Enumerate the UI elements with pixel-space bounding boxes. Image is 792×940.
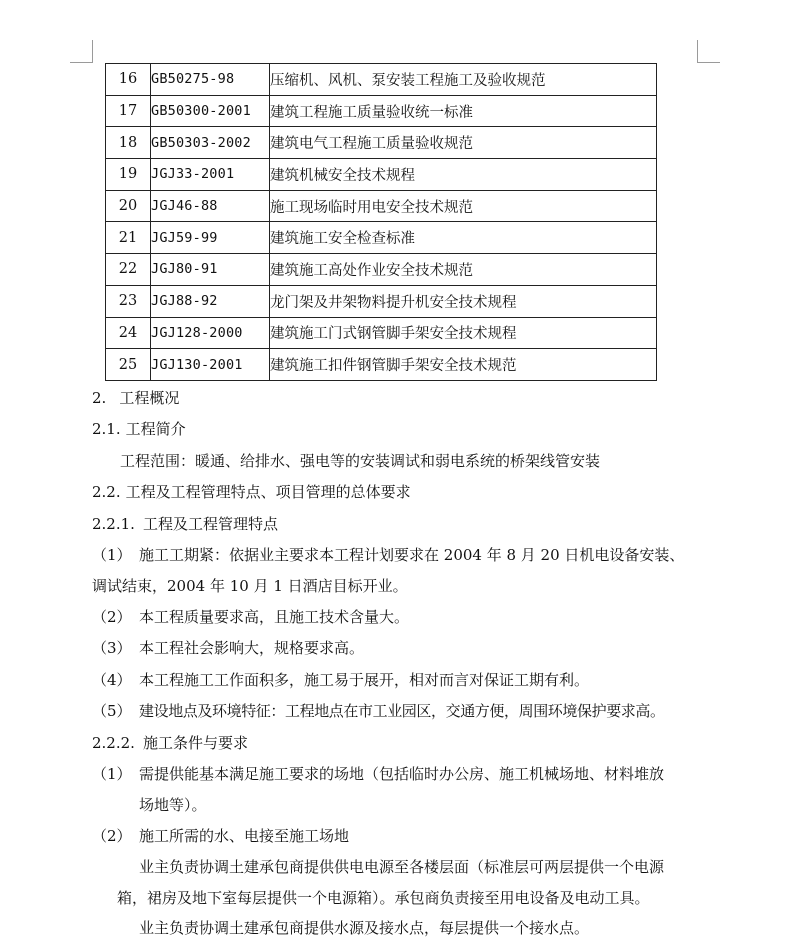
standard-name: 压缩机、风机、泵安装工程施工及验收规范	[270, 64, 657, 96]
section-title: 工程简介	[125, 420, 186, 438]
section-number: 2.2.1.	[92, 515, 135, 533]
section-number: 2.1.	[92, 420, 121, 438]
row-number: 21	[106, 222, 151, 254]
standard-name: 建筑施工门式钢管脚手架安全技术规程	[270, 317, 657, 349]
heading-section-2-2-2	[92, 733, 248, 753]
list-text: 本工程社会影响大，规格要求高。	[139, 639, 365, 657]
standard-name: 建筑施工高处作业安全技术规范	[270, 254, 657, 286]
row-number: 22	[106, 254, 151, 286]
row-number: 16	[106, 64, 151, 96]
power-paragraph-line-1: 业主负责协调土建承包商提供供电电源至各楼层面（标准层可两层提供一个电源	[139, 858, 665, 876]
row-number: 23	[106, 285, 151, 317]
table-row	[106, 95, 657, 127]
heading-section-2-2-1	[92, 514, 278, 534]
list-item-continuation: 场地等）。	[139, 796, 207, 814]
section-title: 施工条件与要求	[142, 734, 248, 752]
section-title: 工程及工程管理特点	[142, 515, 278, 533]
section-number: 2.	[92, 389, 107, 407]
list-number: （4）	[92, 671, 132, 689]
row-number: 25	[106, 349, 151, 381]
list-item-continuation: 调试结束，2004 年 10 月 1 日酒店目标开业。	[92, 577, 408, 595]
section-title: 工程概况	[119, 389, 180, 407]
standard-code: GB50300-2001	[151, 95, 270, 127]
list-text: 本工程质量要求高，且施工技术含量大。	[139, 608, 410, 626]
list-item	[92, 764, 712, 784]
list-number: （2）	[92, 608, 132, 626]
table-row	[106, 349, 657, 381]
list-text: 施工所需的水、电接至施工场地	[139, 827, 350, 845]
standard-name: 建筑机械安全技术规程	[270, 159, 657, 191]
standard-code: JGJ46-88	[151, 190, 270, 222]
crop-mark-left-vertical	[92, 40, 93, 63]
standard-code: JGJ59-99	[151, 222, 270, 254]
row-number: 17	[106, 95, 151, 127]
list-text: 本工程施工工作面积多，施工易于展开，相对而言对保证工期有利。	[139, 671, 590, 689]
table-row	[106, 254, 657, 286]
standard-name: 建筑施工扣件钢管脚手架安全技术规范	[270, 349, 657, 381]
list-number: （1）	[92, 765, 132, 783]
list-text: 需提供能基本满足施工要求的场地（包括临时办公房、施工机械场地、材料堆放	[139, 765, 665, 783]
table-row	[106, 127, 657, 159]
list-number: （2）	[92, 827, 132, 845]
standard-code: JGJ130-2001	[151, 349, 270, 381]
standard-code: GB50303-2002	[151, 127, 270, 159]
table-row	[106, 190, 657, 222]
heading-section-2	[92, 388, 179, 408]
heading-section-2-2	[92, 482, 411, 502]
standards-table	[105, 63, 657, 381]
standard-code: GB50275-98	[151, 64, 270, 96]
standard-code: JGJ33-2001	[151, 159, 270, 191]
section-number: 2.2.2.	[92, 734, 135, 752]
list-number: （1）	[92, 546, 132, 564]
row-number: 24	[106, 317, 151, 349]
scope-paragraph: 工程范围：暖通、给排水、强电等的安装调试和弱电系统的桥架线管安装	[120, 452, 601, 470]
list-number: （3）	[92, 639, 132, 657]
list-item	[92, 826, 712, 846]
crop-mark-left-horizontal	[70, 62, 93, 63]
list-item	[92, 638, 712, 658]
table-row	[106, 317, 657, 349]
section-title: 工程及工程管理特点、项目管理的总体要求	[125, 483, 411, 501]
list-text: 施工工期紧：依据业主要求本工程计划要求在 2004 年 8 月 20 日机电设备安装、	[139, 546, 685, 564]
water-paragraph-line-1: 业主负责协调土建承包商提供水源及接水点，每层提供一个接水点。	[139, 919, 590, 937]
standard-code: JGJ80-91	[151, 254, 270, 286]
standard-code: JGJ128-2000	[151, 317, 270, 349]
table-row	[106, 64, 657, 96]
row-number: 18	[106, 127, 151, 159]
power-paragraph-line-2: 箱，裙房及地下室每层提供一个电源箱）。承包商负责接至用电设备及电动工具。	[117, 889, 650, 907]
list-number: （5）	[92, 702, 132, 720]
crop-mark-right-horizontal	[697, 62, 720, 63]
list-item	[92, 670, 712, 690]
table-row	[106, 285, 657, 317]
section-number: 2.2.	[92, 483, 121, 501]
row-number: 19	[106, 159, 151, 191]
standard-name: 建筑工程施工质量验收统一标准	[270, 95, 657, 127]
list-item	[92, 545, 712, 565]
standard-name: 施工现场临时用电安全技术规范	[270, 190, 657, 222]
standard-name: 建筑电气工程施工质量验收规范	[270, 127, 657, 159]
list-item	[92, 701, 712, 721]
list-text: 建设地点及环境特征：工程地点在市工业园区，交通方便，周围环境保护要求高。	[139, 702, 665, 720]
list-item	[92, 607, 712, 627]
standard-name: 龙门架及井架物料提升机安全技术规程	[270, 285, 657, 317]
row-number: 20	[106, 190, 151, 222]
table-row	[106, 222, 657, 254]
standard-name: 建筑施工安全检查标准	[270, 222, 657, 254]
standard-code: JGJ88-92	[151, 285, 270, 317]
heading-section-2-1	[92, 419, 186, 439]
table-row	[106, 159, 657, 191]
crop-mark-right-vertical	[697, 40, 698, 63]
